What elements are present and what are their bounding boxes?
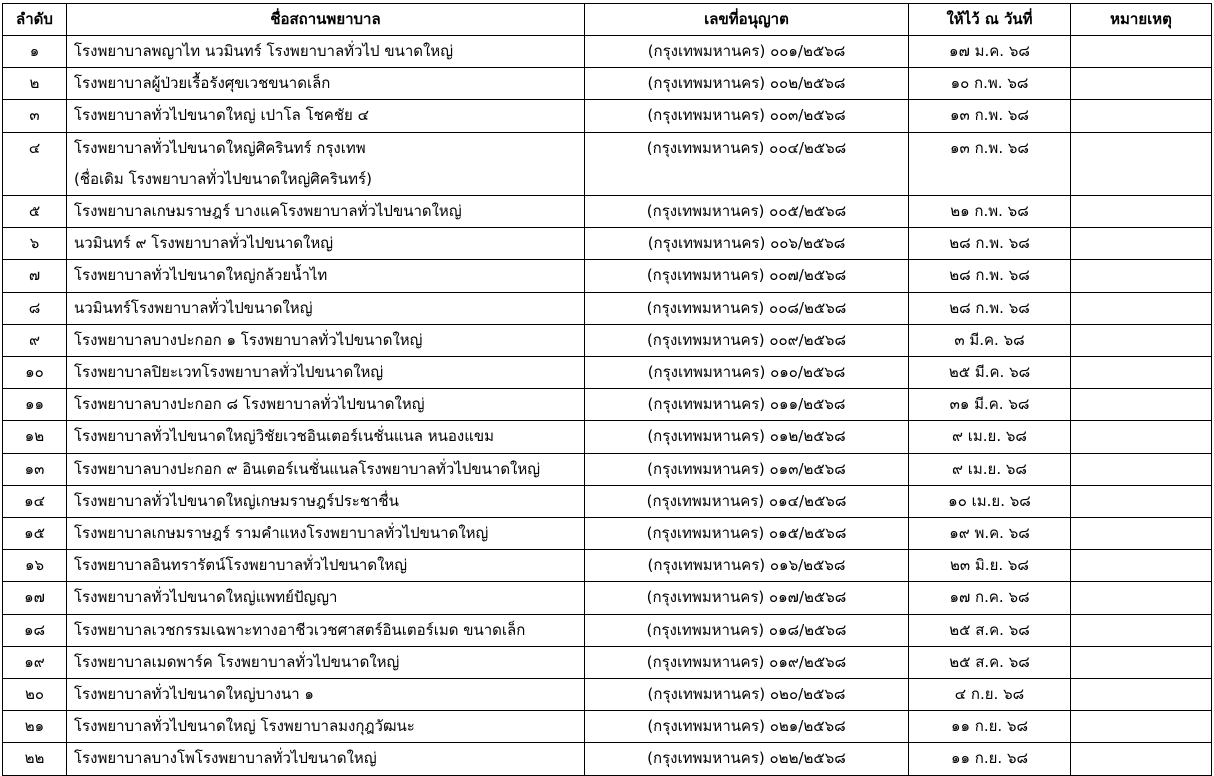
- cell-date: ๙ เม.ย. ๖๘: [909, 421, 1071, 453]
- cell-no: ๓: [3, 100, 67, 132]
- cell-date: ๑๓ ก.พ. ๖๘: [909, 100, 1071, 132]
- cell-date: ๑๗ ม.ค. ๖๘: [909, 36, 1071, 68]
- cell-date: ๒๓ มิ.ย. ๖๘: [909, 550, 1071, 582]
- hospital-name: โรงพยาบาลทั่วไปขนาดใหญ่แพทย์ปัญญา: [74, 588, 338, 607]
- cell-name: [67, 518, 585, 550]
- cell-date: ๒๑ ก.พ. ๖๘: [909, 196, 1071, 228]
- table-row: [3, 711, 1212, 743]
- cell-name: [67, 679, 585, 711]
- cell-note: [1071, 743, 1212, 775]
- header-row: [3, 4, 1212, 36]
- cell-note: [1071, 582, 1212, 614]
- cell-license: (กรุงเทพมหานคร) ๐๑๑/๒๕๖๘: [585, 389, 909, 421]
- cell-no: ๑๘: [3, 614, 67, 646]
- cell-date: ๒๕ มี.ค. ๖๘: [909, 357, 1071, 389]
- cell-license: (กรุงเทพมหานคร) ๐๒๑/๒๕๖๘: [585, 711, 909, 743]
- cell-note: [1071, 292, 1212, 324]
- cell-note: [1071, 453, 1212, 485]
- cell-license: (กรุงเทพมหานคร) ๐๑๒/๒๕๖๘: [585, 421, 909, 453]
- cell-date: ๒๘ ก.พ. ๖๘: [909, 292, 1071, 324]
- cell-name: [67, 324, 585, 356]
- cell-name: [67, 614, 585, 646]
- cell-note: [1071, 68, 1212, 100]
- cell-license: (กรุงเทพมหานคร) ๐๑๕/๒๕๖๘: [585, 518, 909, 550]
- cell-note: [1071, 711, 1212, 743]
- cell-note: [1071, 550, 1212, 582]
- header-no: ลำดับ: [3, 4, 67, 36]
- cell-note: [1071, 646, 1212, 678]
- hospital-name: โรงพยาบาลทั่วไปขนาดใหญ่วิชัยเวชอินเตอร์เนชั่นแนล หนองแขม: [74, 427, 495, 446]
- hospital-name: โรงพยาบาลเมดพาร์ค โรงพยาบาลทั่วไปขนาดใหญ่: [74, 652, 400, 671]
- cell-note: [1071, 485, 1212, 517]
- cell-date: ๔ ก.ย. ๖๘: [909, 679, 1071, 711]
- table-row: [3, 132, 1212, 195]
- cell-date: ๒๕ ส.ค. ๖๘: [909, 614, 1071, 646]
- hospital-name: นวมินทร์ ๙ โรงพยาบาลทั่วไปขนาดใหญ่: [74, 234, 333, 253]
- cell-license: (กรุงเทพมหานคร) ๐๑๔/๒๕๖๘: [585, 485, 909, 517]
- cell-date: ๑๓ ก.พ. ๖๘: [909, 132, 1071, 195]
- table-row: [3, 453, 1212, 485]
- cell-name: [67, 68, 585, 100]
- hospital-name: โรงพยาบาลบางปะกอก ๑ โรงพยาบาลทั่วไปขนาดใหญ่: [74, 330, 423, 349]
- cell-no: ๑๓: [3, 453, 67, 485]
- cell-license: (กรุงเทพมหานคร) ๐๐๙/๒๕๖๘: [585, 324, 909, 356]
- cell-date: ๑๐ ก.พ. ๖๘: [909, 68, 1071, 100]
- cell-note: [1071, 389, 1212, 421]
- cell-no: ๑: [3, 36, 67, 68]
- cell-license: (กรุงเทพมหานคร) ๐๑๐/๒๕๖๘: [585, 357, 909, 389]
- cell-license: (กรุงเทพมหานคร) ๐๑๙/๒๕๖๘: [585, 646, 909, 678]
- cell-date: ๓๑ มี.ค. ๖๘: [909, 389, 1071, 421]
- cell-no: ๑๑: [3, 389, 67, 421]
- table-row: [3, 614, 1212, 646]
- cell-license: (กรุงเทพมหานคร) ๐๐๔/๒๕๖๘: [585, 132, 909, 195]
- cell-name: [67, 228, 585, 260]
- hospital-name: โรงพยาบาลปิยะเวทโรงพยาบาลทั่วไปขนาดใหญ่: [74, 363, 384, 382]
- cell-name: [67, 292, 585, 324]
- cell-license: (กรุงเทพมหานคร) ๐๐๓/๒๕๖๘: [585, 100, 909, 132]
- cell-no: ๒: [3, 68, 67, 100]
- table-row: [3, 389, 1212, 421]
- hospital-name: โรงพยาบาลบางปะกอก ๘ โรงพยาบาลทั่วไปขนาดใหญ่: [74, 395, 425, 414]
- cell-date: ๑๑ ก.ย. ๖๘: [909, 711, 1071, 743]
- cell-no: ๙: [3, 324, 67, 356]
- header-license: เลขที่อนุญาต: [585, 4, 909, 36]
- cell-note: [1071, 36, 1212, 68]
- cell-note: [1071, 324, 1212, 356]
- cell-name: [67, 550, 585, 582]
- cell-license: (กรุงเทพมหานคร) ๐๒๒/๒๕๖๘: [585, 743, 909, 775]
- cell-name: [67, 389, 585, 421]
- header-date: ให้ไว้ ณ วันที่: [909, 4, 1071, 36]
- cell-license: (กรุงเทพมหานคร) ๐๐๖/๒๕๖๘: [585, 228, 909, 260]
- cell-name: [67, 453, 585, 485]
- cell-license: (กรุงเทพมหานคร) ๐๑๘/๒๕๖๘: [585, 614, 909, 646]
- table-row: [3, 68, 1212, 100]
- table-row: [3, 582, 1212, 614]
- cell-license: (กรุงเทพมหานคร) ๐๒๐/๒๕๖๘: [585, 679, 909, 711]
- hospital-name: โรงพยาบาลบางปะกอก ๙ อินเตอร์เนชั่นแนลโรงพยาบาลทั่วไปขนาดใหญ่: [74, 459, 541, 478]
- cell-license: (กรุงเทพมหานคร) ๐๐๕/๒๕๖๘: [585, 196, 909, 228]
- hospital-name: โรงพยาบาลทั่วไปขนาดใหญ่เกษมราษฎร์ประชาชื่น: [74, 491, 399, 510]
- table-row: [3, 324, 1212, 356]
- cell-no: ๑๐: [3, 357, 67, 389]
- cell-note: [1071, 357, 1212, 389]
- cell-no: ๒๑: [3, 711, 67, 743]
- cell-no: ๖: [3, 228, 67, 260]
- cell-license: (กรุงเทพมหานคร) ๐๐๑/๒๕๖๘: [585, 36, 909, 68]
- cell-note: [1071, 421, 1212, 453]
- hospital-name: โรงพยาบาลผู้ป่วยเรื้อรังศุขเวชขนาดเล็ก: [74, 74, 331, 93]
- cell-no: ๘: [3, 292, 67, 324]
- cell-no: ๑๗: [3, 582, 67, 614]
- cell-note: [1071, 196, 1212, 228]
- cell-date: ๓ มี.ค. ๖๘: [909, 324, 1071, 356]
- cell-no: ๕: [3, 196, 67, 228]
- hospital-former-name: (ชื่อเดิม โรงพยาบาลทั่วไปขนาดใหญ่ศิครินทร์): [74, 169, 372, 188]
- cell-name: [67, 711, 585, 743]
- cell-name: [67, 582, 585, 614]
- cell-license: (กรุงเทพมหานคร) ๐๑๗/๒๕๖๘: [585, 582, 909, 614]
- cell-no: ๔: [3, 132, 67, 195]
- cell-license: (กรุงเทพมหานคร) ๐๐๗/๒๕๖๘: [585, 260, 909, 292]
- hospital-name: โรงพยาบาลทั่วไปขนาดใหญ่ โรงพยาบาลมงกุฎวัฒนะ: [74, 717, 415, 736]
- table-row: [3, 260, 1212, 292]
- cell-date: ๑๐ เม.ย. ๖๘: [909, 485, 1071, 517]
- table-row: [3, 646, 1212, 678]
- cell-note: [1071, 260, 1212, 292]
- table-row: [3, 679, 1212, 711]
- hospital-name: โรงพยาบาลบางโพโรงพยาบาลทั่วไปขนาดใหญ่: [74, 749, 377, 768]
- table-row: [3, 357, 1212, 389]
- table-row: [3, 36, 1212, 68]
- cell-license: (กรุงเทพมหานคร) ๐๑๓/๒๕๖๘: [585, 453, 909, 485]
- hospital-name: โรงพยาบาลเกษมราษฎร์ บางแคโรงพยาบาลทั่วไปขนาดใหญ่: [74, 202, 462, 220]
- cell-date: ๒๘ ก.พ. ๖๘: [909, 260, 1071, 292]
- cell-no: ๑๙: [3, 646, 67, 678]
- cell-note: [1071, 132, 1212, 195]
- cell-no: ๑๕: [3, 518, 67, 550]
- hospital-name: โรงพยาบาลทั่วไปขนาดใหญ่กล้วยน้ำไท: [74, 266, 328, 285]
- cell-name: [67, 421, 585, 453]
- cell-name: [67, 100, 585, 132]
- cell-note: [1071, 614, 1212, 646]
- header-note: หมายเหตุ: [1071, 4, 1212, 36]
- cell-no: ๑๒: [3, 421, 67, 453]
- cell-date: ๙ เม.ย. ๖๘: [909, 453, 1071, 485]
- table-row: [3, 485, 1212, 517]
- table-row: [3, 518, 1212, 550]
- hospital-name: โรงพยาบาลอินทรารัตน์โรงพยาบาลทั่วไปขนาดใหญ่: [74, 556, 408, 575]
- cell-name: [67, 132, 585, 195]
- hospital-name: โรงพยาบาลเกษมราษฎร์ รามคำแหงโรงพยาบาลทั่วไปขนาดใหญ่: [74, 524, 489, 543]
- cell-date: ๒๕ ส.ค. ๖๘: [909, 646, 1071, 678]
- hospital-name: โรงพยาบาลทั่วไปขนาดใหญ่ เปาโล โชคชัย ๔: [74, 106, 369, 125]
- table-row: [3, 196, 1212, 228]
- hospital-name: โรงพยาบาลเวชกรรมเฉพาะทางอาชีวเวชศาสตร์อินเตอร์เมด ขนาดเล็ก: [74, 620, 526, 639]
- cell-date: ๑๙ พ.ค. ๖๘: [909, 518, 1071, 550]
- hospital-license-table: [2, 3, 1212, 776]
- cell-no: ๒๐: [3, 679, 67, 711]
- cell-name: [67, 485, 585, 517]
- cell-no: ๗: [3, 260, 67, 292]
- table-row: [3, 743, 1212, 775]
- table-body: [3, 36, 1212, 776]
- table-row: [3, 292, 1212, 324]
- cell-note: [1071, 679, 1212, 711]
- cell-license: (กรุงเทพมหานคร) ๐๐๒/๒๕๖๘: [585, 68, 909, 100]
- cell-name: [67, 357, 585, 389]
- cell-date: ๑๑ ก.ย. ๖๘: [909, 743, 1071, 775]
- cell-note: [1071, 228, 1212, 260]
- cell-license: (กรุงเทพมหานคร) ๐๑๖/๒๕๖๘: [585, 550, 909, 582]
- hospital-name: โรงพยาบาลทั่วไปขนาดใหญ่ศิครินทร์ กรุงเทพ: [74, 138, 366, 157]
- cell-license: (กรุงเทพมหานคร) ๐๐๘/๒๕๖๘: [585, 292, 909, 324]
- cell-name: [67, 260, 585, 292]
- table-row: [3, 421, 1212, 453]
- hospital-name: นวมินทร์โรงพยาบาลทั่วไปขนาดใหญ่: [74, 298, 313, 317]
- cell-no: ๑๖: [3, 550, 67, 582]
- cell-name: [67, 743, 585, 775]
- hospital-name: โรงพยาบาลทั่วไปขนาดใหญ่บางนา ๑: [74, 685, 314, 704]
- header-name: ชื่อสถานพยาบาล: [67, 4, 585, 36]
- cell-note: [1071, 100, 1212, 132]
- cell-date: ๒๘ ก.พ. ๖๘: [909, 228, 1071, 260]
- hospital-name: โรงพยาบาลพญาไท นวมินทร์ โรงพยาบาลทั่วไป ขนาดใหญ่: [74, 42, 453, 60]
- cell-name: [67, 646, 585, 678]
- cell-date: ๑๗ ก.ค. ๖๘: [909, 582, 1071, 614]
- table-row: [3, 100, 1212, 132]
- cell-name: [67, 36, 585, 68]
- table-row: [3, 228, 1212, 260]
- cell-note: [1071, 518, 1212, 550]
- cell-name: [67, 196, 585, 228]
- cell-no: ๒๒: [3, 743, 67, 775]
- cell-no: ๑๔: [3, 485, 67, 517]
- table-row: [3, 550, 1212, 582]
